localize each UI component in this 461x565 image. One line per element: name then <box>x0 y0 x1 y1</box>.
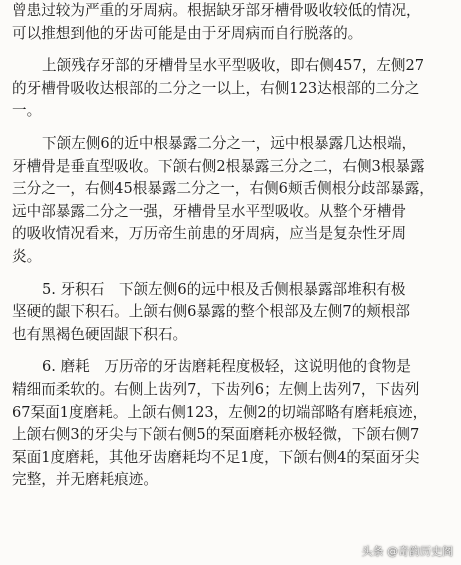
text-line: 远中部暴露二分之一强，牙槽骨呈水平型吸收。从整个牙槽骨 <box>12 202 407 220</box>
paragraph-gap <box>12 45 451 55</box>
text-line: 坚硬的龈下积石。上颌右侧6暴露的整个根部及左侧7的颊根部 <box>12 303 411 321</box>
text-line: 上颌残存牙部的牙槽骨呈水平型吸收，即右侧457，左侧27 <box>42 57 425 75</box>
text-line: 可以推想到他的牙齿可能是由于牙周病而自行脱落的。 <box>12 24 363 42</box>
paragraph-gap <box>12 346 451 356</box>
text-line: 5. 牙积石 下颌左侧6的远中根及舌侧根暴露部堆积有极 <box>42 280 406 298</box>
text-line: 上颌右侧3的牙尖与下颌右侧5的䂞面磨耗亦极轻微，下颌右侧7 <box>12 426 420 444</box>
text-line: 牙槽骨是垂直型吸收。下颌右侧2根暴露三分之二，右侧3根暴露 <box>12 157 425 175</box>
text-line: 曾患过较为严重的牙周病。根据缺牙部牙槽骨吸收较低的情况， <box>12 2 421 19</box>
document-body <box>12 0 451 492</box>
text-line: 精细而柔软的。右侧上齿列7，下齿列6；左侧上齿列7，下齿列 <box>12 380 420 398</box>
text-line: 下颌左侧6的近中根暴露二分之一，远中根暴露几达根端， <box>42 134 417 152</box>
text-line: 一。 <box>12 102 42 120</box>
text-line: 67䂞面1度磨耗。上颌右侧123，左侧2的切端部略有磨耗痕迹， <box>12 403 428 421</box>
text-line: 的吸收情况看来，万历帝生前患的牙周病，应当是复杂性牙周 <box>12 225 407 243</box>
text-line: 的牙槽骨吸收达根部的二分之一以上，右侧123达根部的二分之 <box>12 79 420 97</box>
text-line: 完整，并无磨耗痕迹。 <box>12 471 158 489</box>
text-line: 䂞面1度磨耗，其他牙齿磨耗均不足1度，下颌右侧4的䂞面牙尖 <box>12 448 420 466</box>
text-line: 三分之一，右侧45根暴露二分之一，右侧6颊舌侧根分歧部暴露， <box>12 180 434 198</box>
paragraph-gap <box>12 123 451 133</box>
text-line: 也有黑褐色硬固龈下积石。 <box>12 325 188 343</box>
watermark-label: 头条 @奇韵历史阁 <box>361 545 453 558</box>
text-line: 炎。 <box>12 247 42 265</box>
paragraph-gap <box>12 269 451 279</box>
text-line: 6. 磨耗 万历帝的牙齿磨耗程度极轻，这说明他的食物是 <box>42 358 411 376</box>
